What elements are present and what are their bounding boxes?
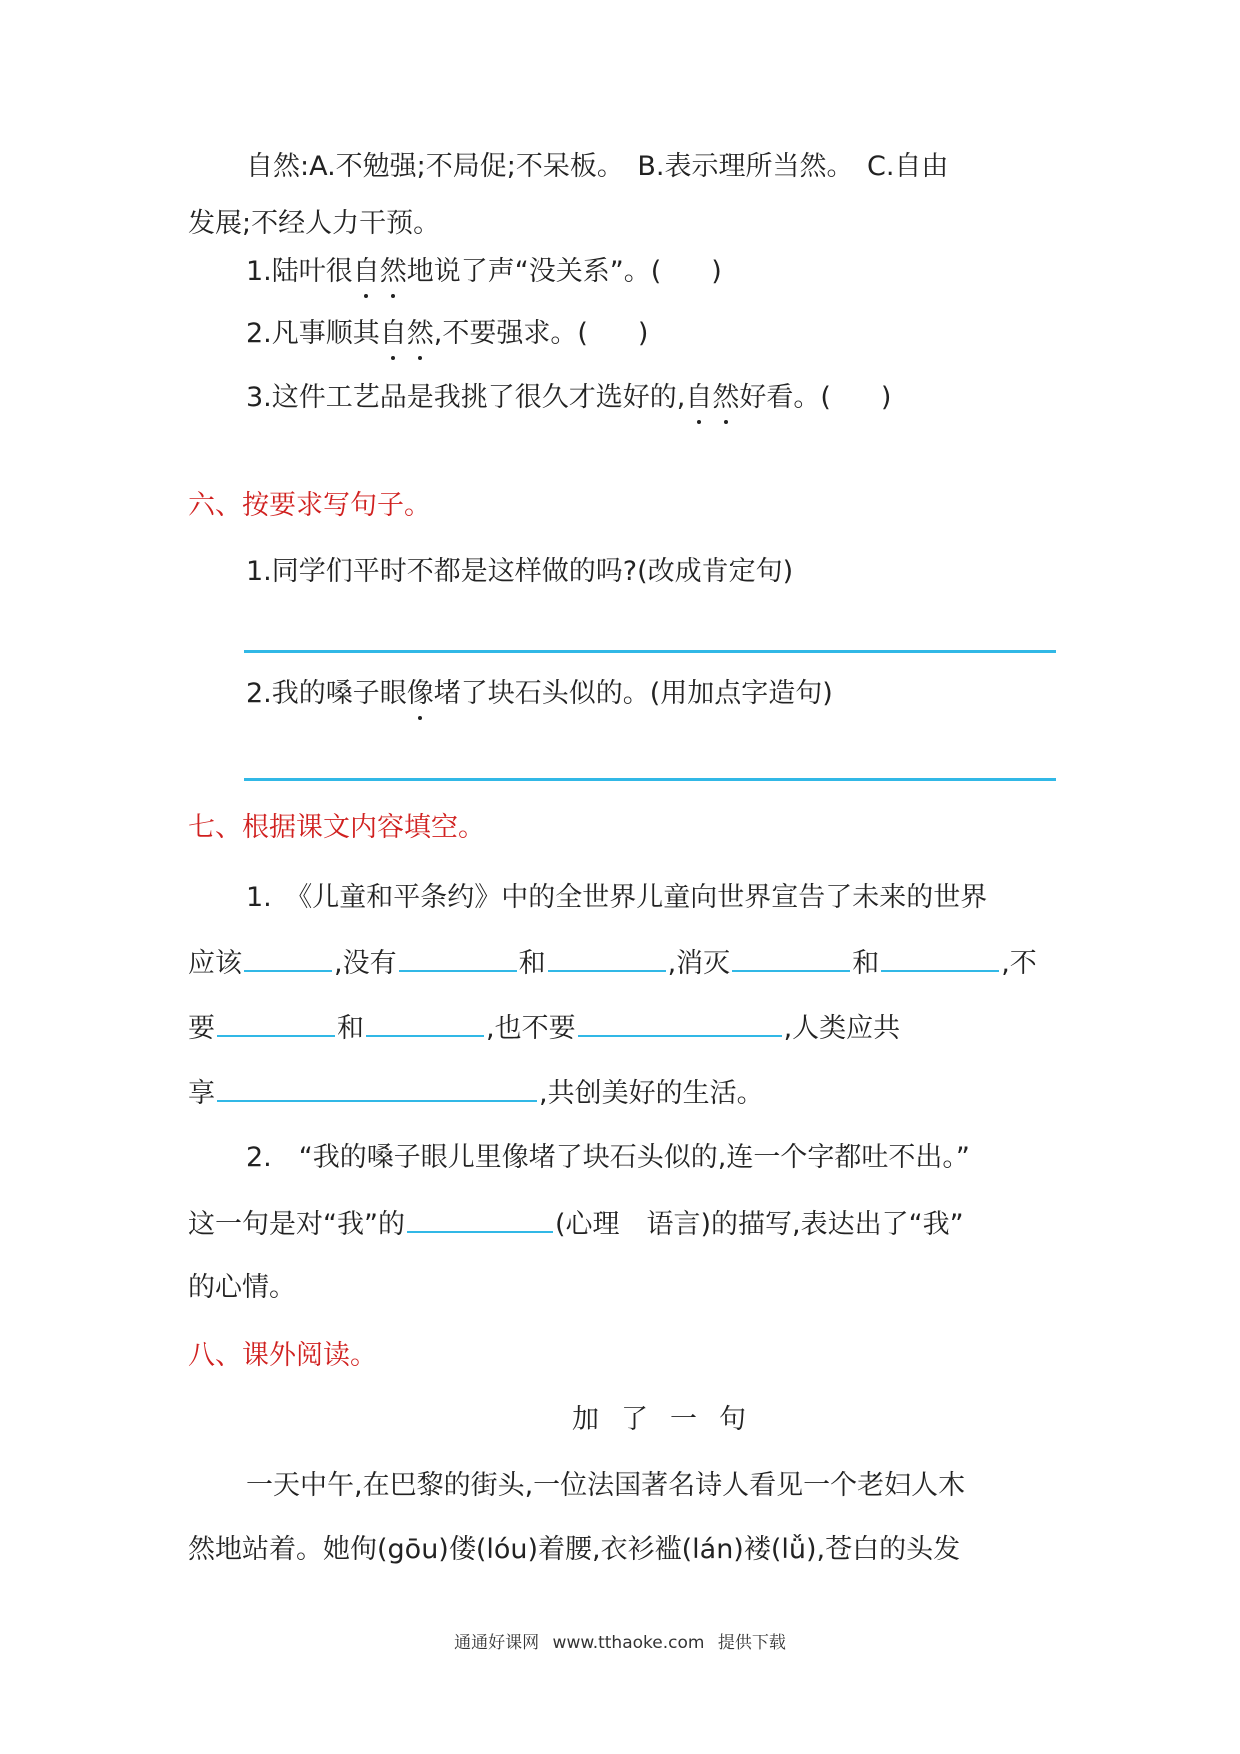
- footer-site: 通通好课网: [454, 1633, 540, 1653]
- question-7-1-line-2: 应该 ,没有 和 ,消灭 和 ,不: [188, 942, 1037, 984]
- section-6-heading: 六、按要求写句子。: [188, 490, 431, 521]
- passage-line-2: 然地站着。她佝(gōu)偻(lóu)着腰,衣衫褴(lán)褛(lǚ),苍白的头发: [188, 1534, 961, 1565]
- question-5-2: 2.凡事顺其自然,不要强求。( ): [246, 314, 648, 354]
- fill-blank[interactable]: [217, 1072, 537, 1102]
- question-7-1-line-4: 享 ,共创美好的生活。: [188, 1072, 764, 1114]
- passage-line-1: 一天中午,在巴黎的街头,一位法国著名诗人看见一个老妇人木: [246, 1470, 966, 1501]
- fill-blank[interactable]: [548, 942, 666, 972]
- fill-blank[interactable]: [407, 1203, 553, 1233]
- question-7-1-line-1: 1. 《儿童和平条约》中的全世界儿童向世界宣告了未来的世界: [246, 882, 988, 913]
- question-7-2-line-2: 这一句是对“我”的 (心理 语言)的描写,表达出了“我”: [188, 1203, 964, 1245]
- definition-line-1: 自然:A.不勉强;不局促;不呆板。 B.表示理所当然。 C.自由: [246, 151, 949, 182]
- question-6-1: 1.同学们平时不都是这样做的吗?(改成肯定句): [246, 556, 794, 587]
- fill-blank[interactable]: [366, 1007, 484, 1037]
- question-7-1-line-3: 要 和 ,也不要 ,人类应共: [188, 1007, 900, 1049]
- answer-line-6-2[interactable]: [244, 778, 1056, 781]
- footer-url[interactable]: www.tthaoke.com: [552, 1633, 705, 1653]
- fill-blank[interactable]: [217, 1007, 335, 1037]
- question-7-2-line-3: 的心情。: [188, 1272, 296, 1303]
- question-7-2-line-1: 2. “我的嗓子眼儿里像堵了块石头似的,连一个字都吐不出。”: [246, 1142, 970, 1173]
- fill-blank[interactable]: [399, 942, 517, 972]
- fill-blank[interactable]: [244, 942, 332, 972]
- footer-note: 提供下载: [717, 1633, 786, 1653]
- section-8-heading: 八、课外阅读。: [188, 1340, 377, 1371]
- question-5-1: 1.陆叶很自然地说了声“没关系”。( ): [246, 252, 722, 292]
- definition-line-2: 发展;不经人力干预。: [188, 208, 441, 239]
- section-7-heading: 七、根据课文内容填空。: [188, 812, 485, 843]
- fill-blank[interactable]: [578, 1007, 782, 1037]
- answer-line-6-1[interactable]: [244, 650, 1056, 653]
- fill-blank[interactable]: [732, 942, 850, 972]
- page-footer: [0, 1628, 1240, 1653]
- passage-title: 加了一句: [572, 1404, 768, 1435]
- question-5-3: 3.这件工艺品是我挑了很久才选好的,自然好看。( ): [246, 378, 891, 418]
- fill-blank[interactable]: [881, 942, 999, 972]
- question-6-2: 2.我的嗓子眼像堵了块石头似的。(用加点字造句): [246, 674, 833, 714]
